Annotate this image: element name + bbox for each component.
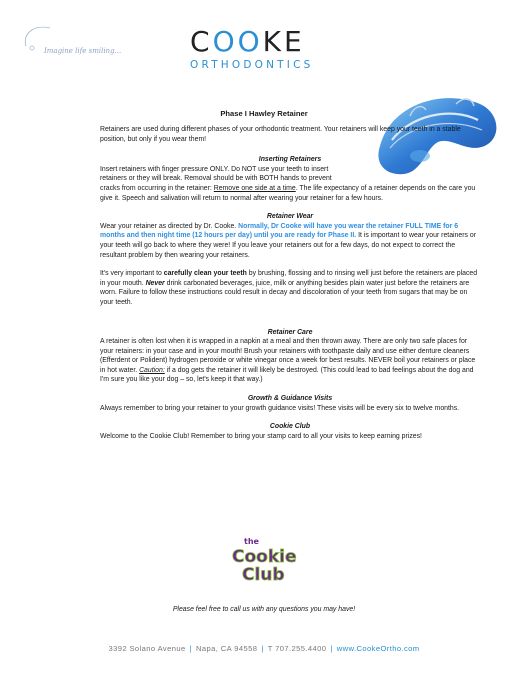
- inserting-paragraph: Insert retainers with finger pressure ONLY. Do NOT use your teeth to insert retainers or they will break. Removal should be with BOTH hands to prevent cracks from occurring in the retainer: Remove one side at a time. The life expectancy of a retainer depends on the care you give it. Speech and salivation will return to normal after wearing your retainer for a few hours.: [100, 165, 476, 202]
- closing-line: Please feel free to call us with any questions you may have!: [172, 606, 356, 613]
- care-paragraph: A retainer is often lost when it is wrapped in a napkin at a meal and then thrown away. There are only two safe places for your retainers: in your case and in your mouth! Brush your retainers with toothpaste daily and use either denture cleaners (Efferdent or Polident) hydrogen peroxide or white vinegar once a week for best results. NEVER boil your retainers or place in hot water. Caution: if a dog gets the retainer it will likely be destroyed. (This could lead to bad feelings about the dog and I'm sure you like your dog – so, let's keep it that way.): [100, 338, 476, 384]
- footer-city: Napa, CA 94558: [196, 644, 258, 653]
- svg-text:Club: Club: [242, 565, 285, 584]
- wear-schedule-highlight: Normally, Dr Cooke will have you wear the retainer FULL TIME for 6 months and then night time (12 hours per day) until you are ready for Phase II.: [100, 222, 459, 240]
- tagline-logo: [20, 14, 140, 54]
- footer-phone: T 707.255.4400: [267, 644, 327, 653]
- wear-paragraph-2: It's very important to carefully clean your teeth by brushing, flossing and to rinsing well just before the retainers are placed in your mouth. Never drink carbonated beverages, juice, milk or anything besides plain water just before the retainers are worn. Failure to follow these instructions could result in decay and discoloration of your teeth from sugars that may be on your teeth.: [100, 270, 478, 306]
- cooke-logo: [190, 25, 340, 80]
- care-heading: Retainer Care: [267, 328, 313, 336]
- logo-wordmark: COOKE: [190, 25, 305, 58]
- inserting-heading: Inserting Retainers: [258, 156, 322, 164]
- logo-subtitle: ORTHODONTICS: [190, 59, 314, 71]
- remove-one-side-text: Remove one side at a time: [213, 184, 296, 192]
- cookie-club-logo: [228, 532, 298, 584]
- tagline-text: Imagine life smiling...: [44, 47, 122, 55]
- document-body: [100, 125, 480, 441]
- club-heading: Cookie Club: [269, 423, 311, 431]
- intro-paragraph: Retainers are used during different phases of your orthodontic treatment. Your retainers will keep your teeth in a stable position, but only if you wear them!: [100, 126, 461, 143]
- wear-paragraph-1: Wear your retainer as directed by Dr. Cooke. Normally, Dr Cooke will have you wear the retainer FULL TIME for 6 months and then night time (12 hours per day) until you are ready for Phase II. It is important to wear your retainers or your teeth will go back to where they were! If you leave your retainers out for a few days, do not expect to correct the resultant problem by then wearing your retainers.: [100, 222, 477, 259]
- wear-heading: Retainer Wear: [266, 213, 314, 221]
- footer-address: 3392 Solano Avenue: [108, 644, 186, 653]
- svg-text:Cookie: Cookie: [232, 547, 297, 567]
- growth-heading: Growth & Guidance Visits: [247, 395, 333, 403]
- document-title: Phase I Hawley Retainer: [220, 109, 308, 118]
- svg-text:the: the: [244, 537, 259, 546]
- growth-paragraph: Always remember to bring your retainer to your growth guidance visits! These visits will be every six to twelve months.: [100, 404, 460, 412]
- club-paragraph: Welcome to the Cookie Club! Remember to bring your stamp card to all your visits to keep earning prizes!: [100, 432, 422, 440]
- footer-contact: 3392 Solano Avenue | Napa, CA 94558 | T 707.255.4400 | www.CookeOrtho.com: [108, 644, 420, 653]
- footer-website-link[interactable]: www.CookeOrtho.com: [336, 644, 420, 653]
